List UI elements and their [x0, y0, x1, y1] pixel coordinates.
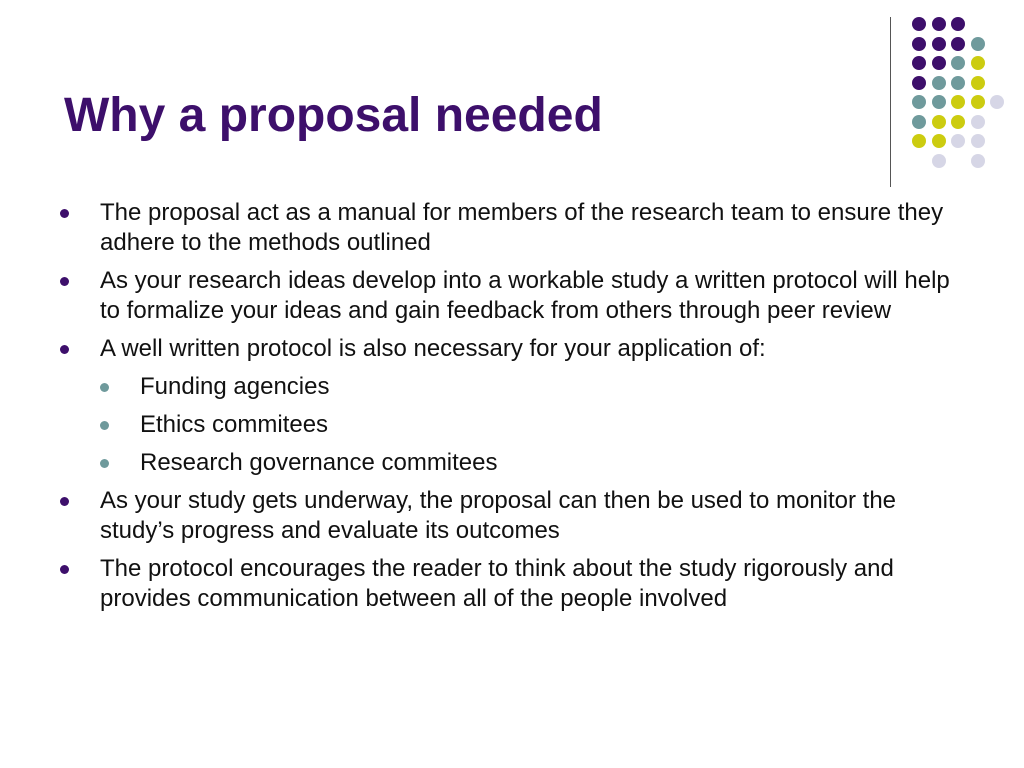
decorative-dot — [932, 95, 946, 109]
decorative-dot — [971, 76, 985, 90]
bullet-list — [60, 198, 960, 622]
bullet-text: The protocol encourages the reader to think about the study rigorously and provides communication between all of the people involved — [100, 555, 894, 612]
decorative-dot — [912, 115, 926, 129]
decorative-dot — [912, 76, 926, 90]
decorative-dot — [932, 134, 946, 148]
decorative-dot — [951, 37, 965, 51]
bullet-item — [60, 266, 960, 326]
decorative-dot — [912, 37, 926, 51]
sub-bullet-dot-icon — [100, 421, 109, 430]
decorative-dot — [951, 95, 965, 109]
decorative-dot — [932, 76, 946, 90]
title-divider — [890, 17, 891, 187]
decorative-dot — [912, 17, 926, 31]
bullet-text: As your research ideas develop into a workable study a written protocol will help to formalize your ideas and gain feedback from others through peer review — [100, 267, 950, 324]
decorative-dot — [932, 37, 946, 51]
bullet-text: A well written protocol is also necessary for your application of: — [100, 335, 766, 362]
bullet-dot-icon — [60, 209, 69, 218]
bullet-item — [60, 554, 960, 614]
bullet-text: The proposal act as a manual for members of the research team to ensure they adhere to the methods outlined — [100, 199, 944, 256]
decorative-dot — [932, 56, 946, 70]
decorative-dot — [912, 56, 926, 70]
decorative-dot — [971, 115, 985, 129]
decorative-dot — [971, 134, 985, 148]
decorative-dot — [912, 95, 926, 109]
decorative-dot — [951, 76, 965, 90]
bullet-dot-icon — [60, 277, 69, 286]
decorative-dot — [932, 154, 946, 168]
decorative-dot — [971, 154, 985, 168]
sub-bullet-item — [60, 372, 960, 402]
decorative-dot — [971, 95, 985, 109]
bullet-text: As your study gets underway, the proposal can then be used to monitor the study’s progress and evaluate its outcomes — [100, 487, 897, 544]
decorative-dot — [971, 56, 985, 70]
bullet-item — [60, 334, 960, 364]
decorative-dot — [932, 115, 946, 129]
bullet-dot-icon — [60, 345, 69, 354]
decorative-dot — [951, 56, 965, 70]
decorative-dot — [951, 17, 965, 31]
sub-bullet-item — [60, 410, 960, 440]
decorative-dot — [971, 37, 985, 51]
decorative-dot — [951, 134, 965, 148]
bullet-dot-icon — [60, 565, 69, 574]
decorative-dot — [912, 134, 926, 148]
bullet-item — [60, 486, 960, 546]
sub-bullet-dot-icon — [100, 383, 109, 392]
sub-bullet-item — [60, 448, 960, 478]
bullet-dot-icon — [60, 497, 69, 506]
decorative-dot — [990, 95, 1004, 109]
decorative-dot — [932, 17, 946, 31]
sub-bullet-dot-icon — [100, 459, 109, 468]
decorative-dot — [951, 115, 965, 129]
slide-title: Why a proposal needed — [64, 89, 603, 142]
bullet-text: Research governance commitees — [140, 449, 498, 476]
bullet-text: Funding agencies — [140, 373, 330, 400]
bullet-item — [60, 198, 960, 258]
bullet-text: Ethics commitees — [140, 411, 329, 438]
